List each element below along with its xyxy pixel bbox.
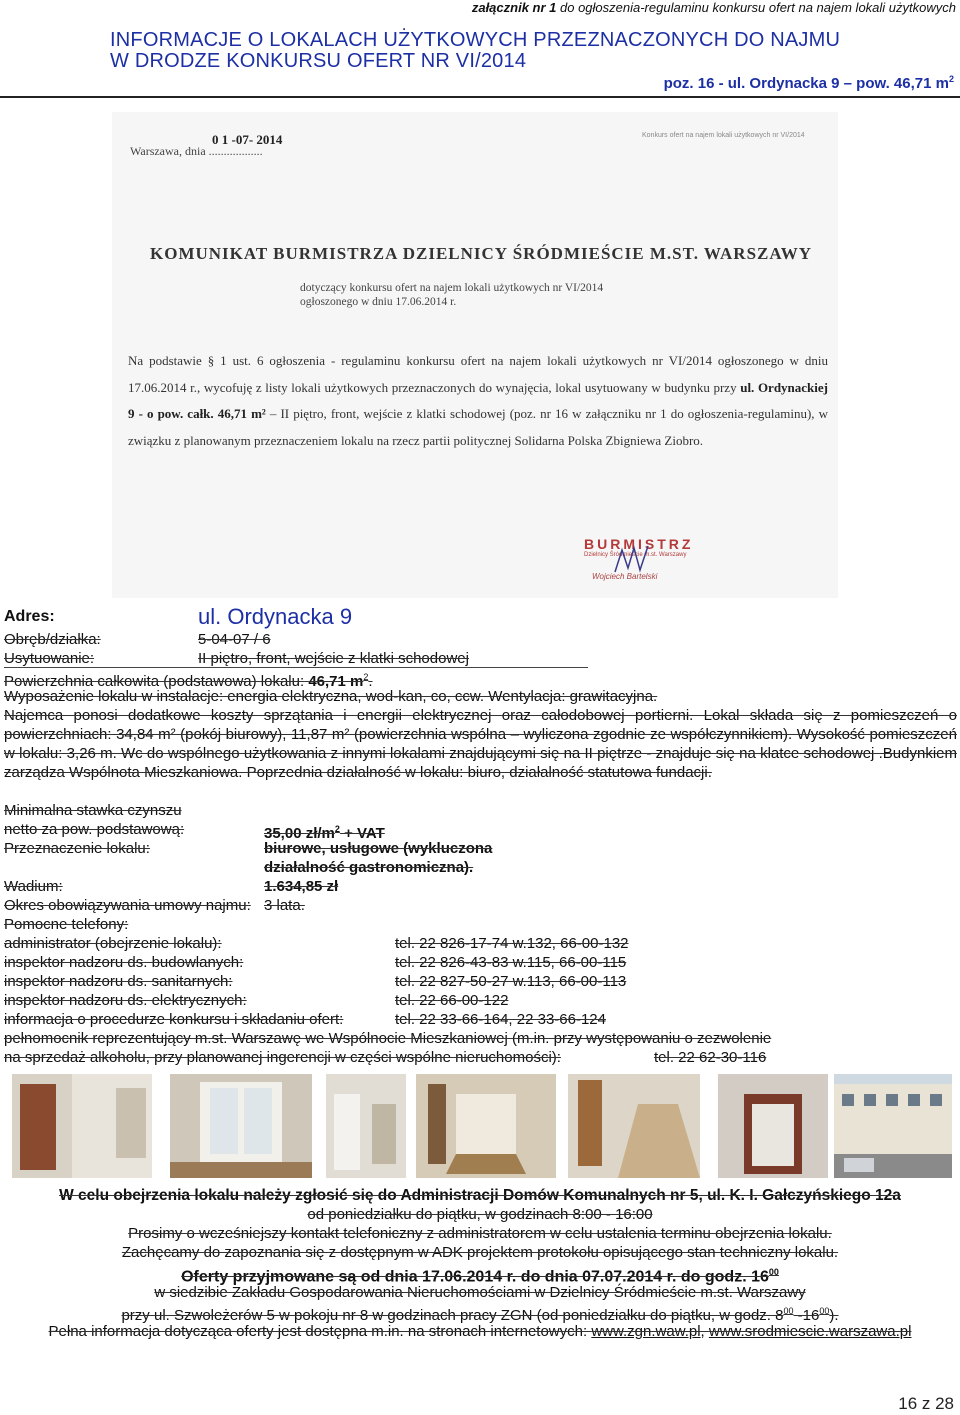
viewing-hours: od poniedziałku do piątku, w godzinach 8:00 - 16:00 [307,1206,653,1223]
phone-label-admin: administrator (obejrzenie lokalu): [4,935,222,952]
offer-location: w siedzibie Zakładu Gospodarowania Nieruchomościami w Dzielnicy Śródmieście m.st. Warszawy [154,1284,806,1301]
position-text: poz. 16 - ul. Ordynacka 9 – pow. 46,71 m [663,75,949,92]
photo-strip [12,1074,952,1178]
zgn-link[interactable]: www.zgn.waw.pl [591,1323,701,1340]
photo-door-corridor [12,1074,152,1178]
deposit-label: Wadium: [4,878,63,895]
offer-deadline-sup: 00 [768,1267,779,1277]
attachment-note [472,0,956,15]
viewing-instructions: W celu obejrzenia lokalu należy zgłosić się do Administracji Domów Komunalnych nr 5, ul. K. I. Gałczyńskiego 12a [59,1187,901,1204]
scan-body-bold: ul. Ordynackiej 9 - o pow. całk. 46,71 m² [128,379,828,421]
purpose-value-2: działalność gastronomiczna). [264,859,474,876]
phone-value-electrical: tel. 22 66-00-122 [395,992,509,1009]
phone-label-building: inspektor nadzoru ds. budowlanych: [4,954,244,971]
office-hours-end: ). [829,1307,839,1324]
min-rent-label-2: netto za pow. podstawową: [4,821,185,838]
min-rent-sup: 2 [334,824,340,834]
location-row [4,649,588,668]
offer-deadline-text: Oferty przyjmowane są od dnia 17.06.2014 r. do dnia 07.07.2014 r. do godz. 16 [181,1268,769,1286]
term-value: 3 lata. [264,897,305,914]
link-separator: , [700,1323,709,1340]
phone-value-procedure: tel. 22 33-66-164, 22 33-66-124 [395,1011,606,1028]
area-label: Powierzchnia całkowita (podstawowa) lokalu: [4,673,305,690]
office-hours-sup-1: 00 [783,1306,794,1316]
purpose-value-1: biurowe, usługowe (wykluczona [264,840,493,857]
signature-name: Wojciech Bartelski [592,572,658,581]
page-title-line2: W DRODZE KONKURSU OFERT NR VI/2014 [110,50,527,72]
phone-value-sanitary: tel. 22 827-50-27 w.113, 66-00-113 [395,973,627,990]
attachment-text: do ogłoszenia-regulaminu konkursu ofert na najem lokali użytkowych [556,0,956,15]
location-label: Usytuowanie: [4,650,95,667]
mayor-stamp: BURMISTRZ [584,536,694,552]
photo-hallway [568,1074,700,1178]
page-number: 16 z 28 [898,1394,954,1413]
position-sup: 2 [948,74,954,84]
area-row: Powierzchnia całkowita (podstawowa) lokalu: 46,71 $m^2$. [4,672,373,690]
page-title-line1: INFORMACJE O LOKALACH UŻYTKOWYCH PRZEZNACZONYCH DO NAJMU [110,29,841,51]
contact-request: Prosimy o wcześniejszy kontakt telefoniczny z administratorem w celu ustalenia terminu obejrzenia lokalu. [128,1225,832,1242]
address-label: Adres: [4,608,55,625]
plot-label: Obręb/działka: [4,631,101,648]
photo-building-exterior [834,1074,952,1178]
office-hours-text: przy ul. Szwoleżerów 5 w pokoju nr 8 w godzinach pracy ZGN (od poniedziałku do piątku, w godz. 8 [121,1307,784,1324]
phone-label-procedure: informacja o procedurze konkursu i składaniu ofert: [4,1011,344,1028]
term-label: Okres obowiązywania umowy najmu: [4,897,251,914]
phone-value-building: tel. 22 826-43-83 w.115, 66-00-115 [395,954,627,971]
deposit-value: 1.634,85 zł [264,878,339,895]
scan-body-part1: Na podstawie § 1 ust. 6 ogłoszenia - regulaminu konkursu ofert na najem lokali użytkowych nr VI/2014 ogłoszonego w dniu 17.06.2014 r., wycofuję z listy lokali użytkowych przeznaczonych do wynajęcia, lokal usytuowany w budynku przy [128,353,828,395]
proxy-line-2: na sprzedaż alkoholu, przy planowanej ingerencji w części wspólne nieruchomości): [4,1049,561,1066]
proxy-phone: tel. 22 62-30-116 [654,1049,767,1066]
phones-heading: Pomocne telefony: [4,916,129,933]
srodmiescie-link[interactable]: www.srodmiescie.warszawa.pl [708,1323,912,1340]
office-hours-sup-2: 00 [819,1306,830,1316]
mayor-stamp-sub: Dzielnicy Śródmieście m.st. Warszawy [584,552,687,558]
scanned-announcement [112,112,838,598]
more-info [0,1322,960,1341]
scan-date-stamp: 0 1 -07- 2014 [212,132,283,147]
location-value: II piętro, front, wejście z klatki schodowej [198,650,469,667]
more-info-text: Pełna informacja dotycząca oferty jest dostępna m.in. na stronach internetowych: [48,1323,592,1340]
phone-label-sanitary: inspektor nadzoru ds. sanitarnych: [4,973,233,990]
equipment-text: Wyposażenie lokalu w instalacje: energia elektryczna, wod-kan, co, ccw. Wentylacja: grawitacyjna. [4,688,658,705]
photo-office-window [170,1074,312,1178]
phone-value-admin: tel. 22 826-17-74 w.132, 66-00-132 [395,935,629,952]
scan-subheading-1: dotyczący konkursu ofert na najem lokali użytkowych nr VI/2014 [300,282,604,294]
plot-value: 5-04-07 / 6 [198,631,271,648]
position-subtitle [664,74,954,92]
scan-heading: KOMUNIKAT BURMISTRZA DZIELNICY ŚRÓDMIEŚCIE M.ST. WARSZAWY [150,244,813,263]
scan-reference: Konkurs ofert na najem lokali użytkowych nr VI/2014 [642,132,805,139]
protocol-note: Zachęcamy do zapoznania się z dostępnym w ADK projektem protokołu opisującego stan techniczny lokalu. [121,1244,839,1261]
office-hours-mid: -16 [793,1307,820,1324]
photo-room-corner [326,1074,406,1178]
scan-subheading-2: ogłoszonego w dniu 17.06.2014 r. [300,296,457,308]
purpose-label: Przeznaczenie lokalu: [4,840,150,857]
scan-body-part2: – II piętro, front, wejście z klatki schodowej (poz. nr 16 w załączniku nr 1 do ogłoszenia-regulaminu), w związku z planowanym przeznaczeniem lokalu na rzecz partii politycznej Solidarna Polska Zbigniewa Ziobro. [128,406,828,448]
scan-body [128,348,828,454]
area-value: 46,71 m [308,673,364,690]
photo-staircase [416,1074,556,1178]
photo-entrance [718,1074,828,1178]
min-rent-label-1: Minimalna stawka czynszu [4,802,182,819]
min-rent-amount: 35,00 zł/m [264,825,335,842]
proxy-line-1: pełnomocnik reprezentujący m.st. Warszawę we Wspólnocie Mieszkaniowej (m.in. przy występowaniu o zezwolenie [4,1030,772,1047]
area-sup: 2 [363,672,369,682]
description-paragraph: Najemca ponosi dodatkowe koszty sprzątania i energii elektrycznej oraz całodobowej portierni. Lokal składa się z pomieszczeń o powierzchniach: 34,84 m² (pokój biurowy), 11,87 m² (powierzchnia wspólna – wyliczona zgodnie ze współczynnikiem). Wysokość pomieszczeń w lokalu: 3,26 m. Wc do wspólnego użytkowania z innymi lokalami znajdującymi się na II piętrze - znajduje się na klatce schodowej .Budynkiem zarządza Wspólnota Mieszkaniowa. Poprzednia działalność w lokalu: biuro, działalność statutowa fundacji. [4,707,957,781]
address-value: ul. Ordynacka 9 [198,604,353,629]
scan-date-label: Warszawa, dnia .................. [130,144,263,158]
phone-label-electrical: inspektor nadzoru ds. elektrycznych: [4,992,247,1009]
min-rent-vat: + VAT [339,825,385,842]
attachment-number: załącznik nr 1 [471,0,557,15]
header-divider [0,96,960,98]
